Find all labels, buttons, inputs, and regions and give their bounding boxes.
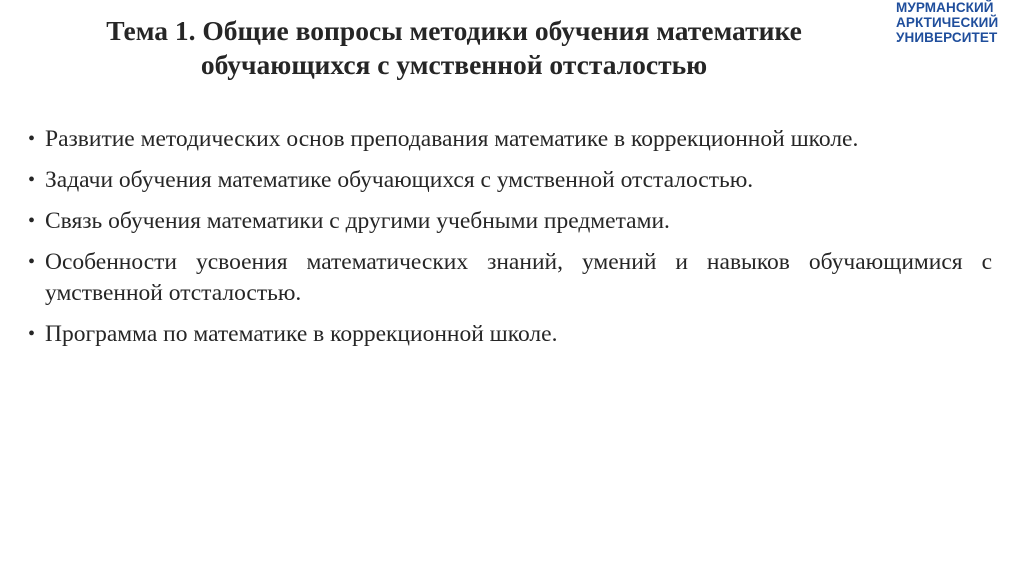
bullet-text: Задачи обучения математике обучающихся с умственной отсталостью. xyxy=(45,167,754,193)
bullet-text: Связь обучения математики с другими учебными предметами. xyxy=(45,208,670,234)
bullet-item xyxy=(28,165,992,196)
bullet-icon: • xyxy=(28,169,36,191)
bullet-icon: • xyxy=(28,128,36,150)
slide-title-line-1: Тема 1. Общие вопросы методики обучения математике xyxy=(106,15,802,46)
bullet-list xyxy=(28,124,992,360)
logo-line-3: УНИВЕРСИТЕТ xyxy=(896,30,998,45)
logo-line-2: АРКТИЧЕСКИЙ xyxy=(896,15,999,30)
bullet-item xyxy=(28,247,992,309)
slide-title xyxy=(18,14,890,82)
slide-title-line-2: обучающихся с умственной отсталостью xyxy=(200,49,708,80)
bullet-text: Развитие методических основ преподавания математике в коррекционной школе. xyxy=(45,126,859,152)
bullet-icon: • xyxy=(28,323,36,345)
logo-line-1: МУРМАНСКИЙ xyxy=(896,0,994,15)
bullet-item xyxy=(28,319,992,350)
bullet-item xyxy=(28,206,992,237)
bullet-text: Программа по математике в коррекционной школе. xyxy=(45,321,558,347)
bullet-icon: • xyxy=(28,210,36,232)
bullet-item xyxy=(28,124,992,155)
bullet-icon: • xyxy=(28,251,36,273)
university-logo xyxy=(896,0,1024,45)
bullet-text: Особенности усвоения математических знаний, умений и навыков обучающимися с умственной отсталостью. xyxy=(45,249,992,306)
